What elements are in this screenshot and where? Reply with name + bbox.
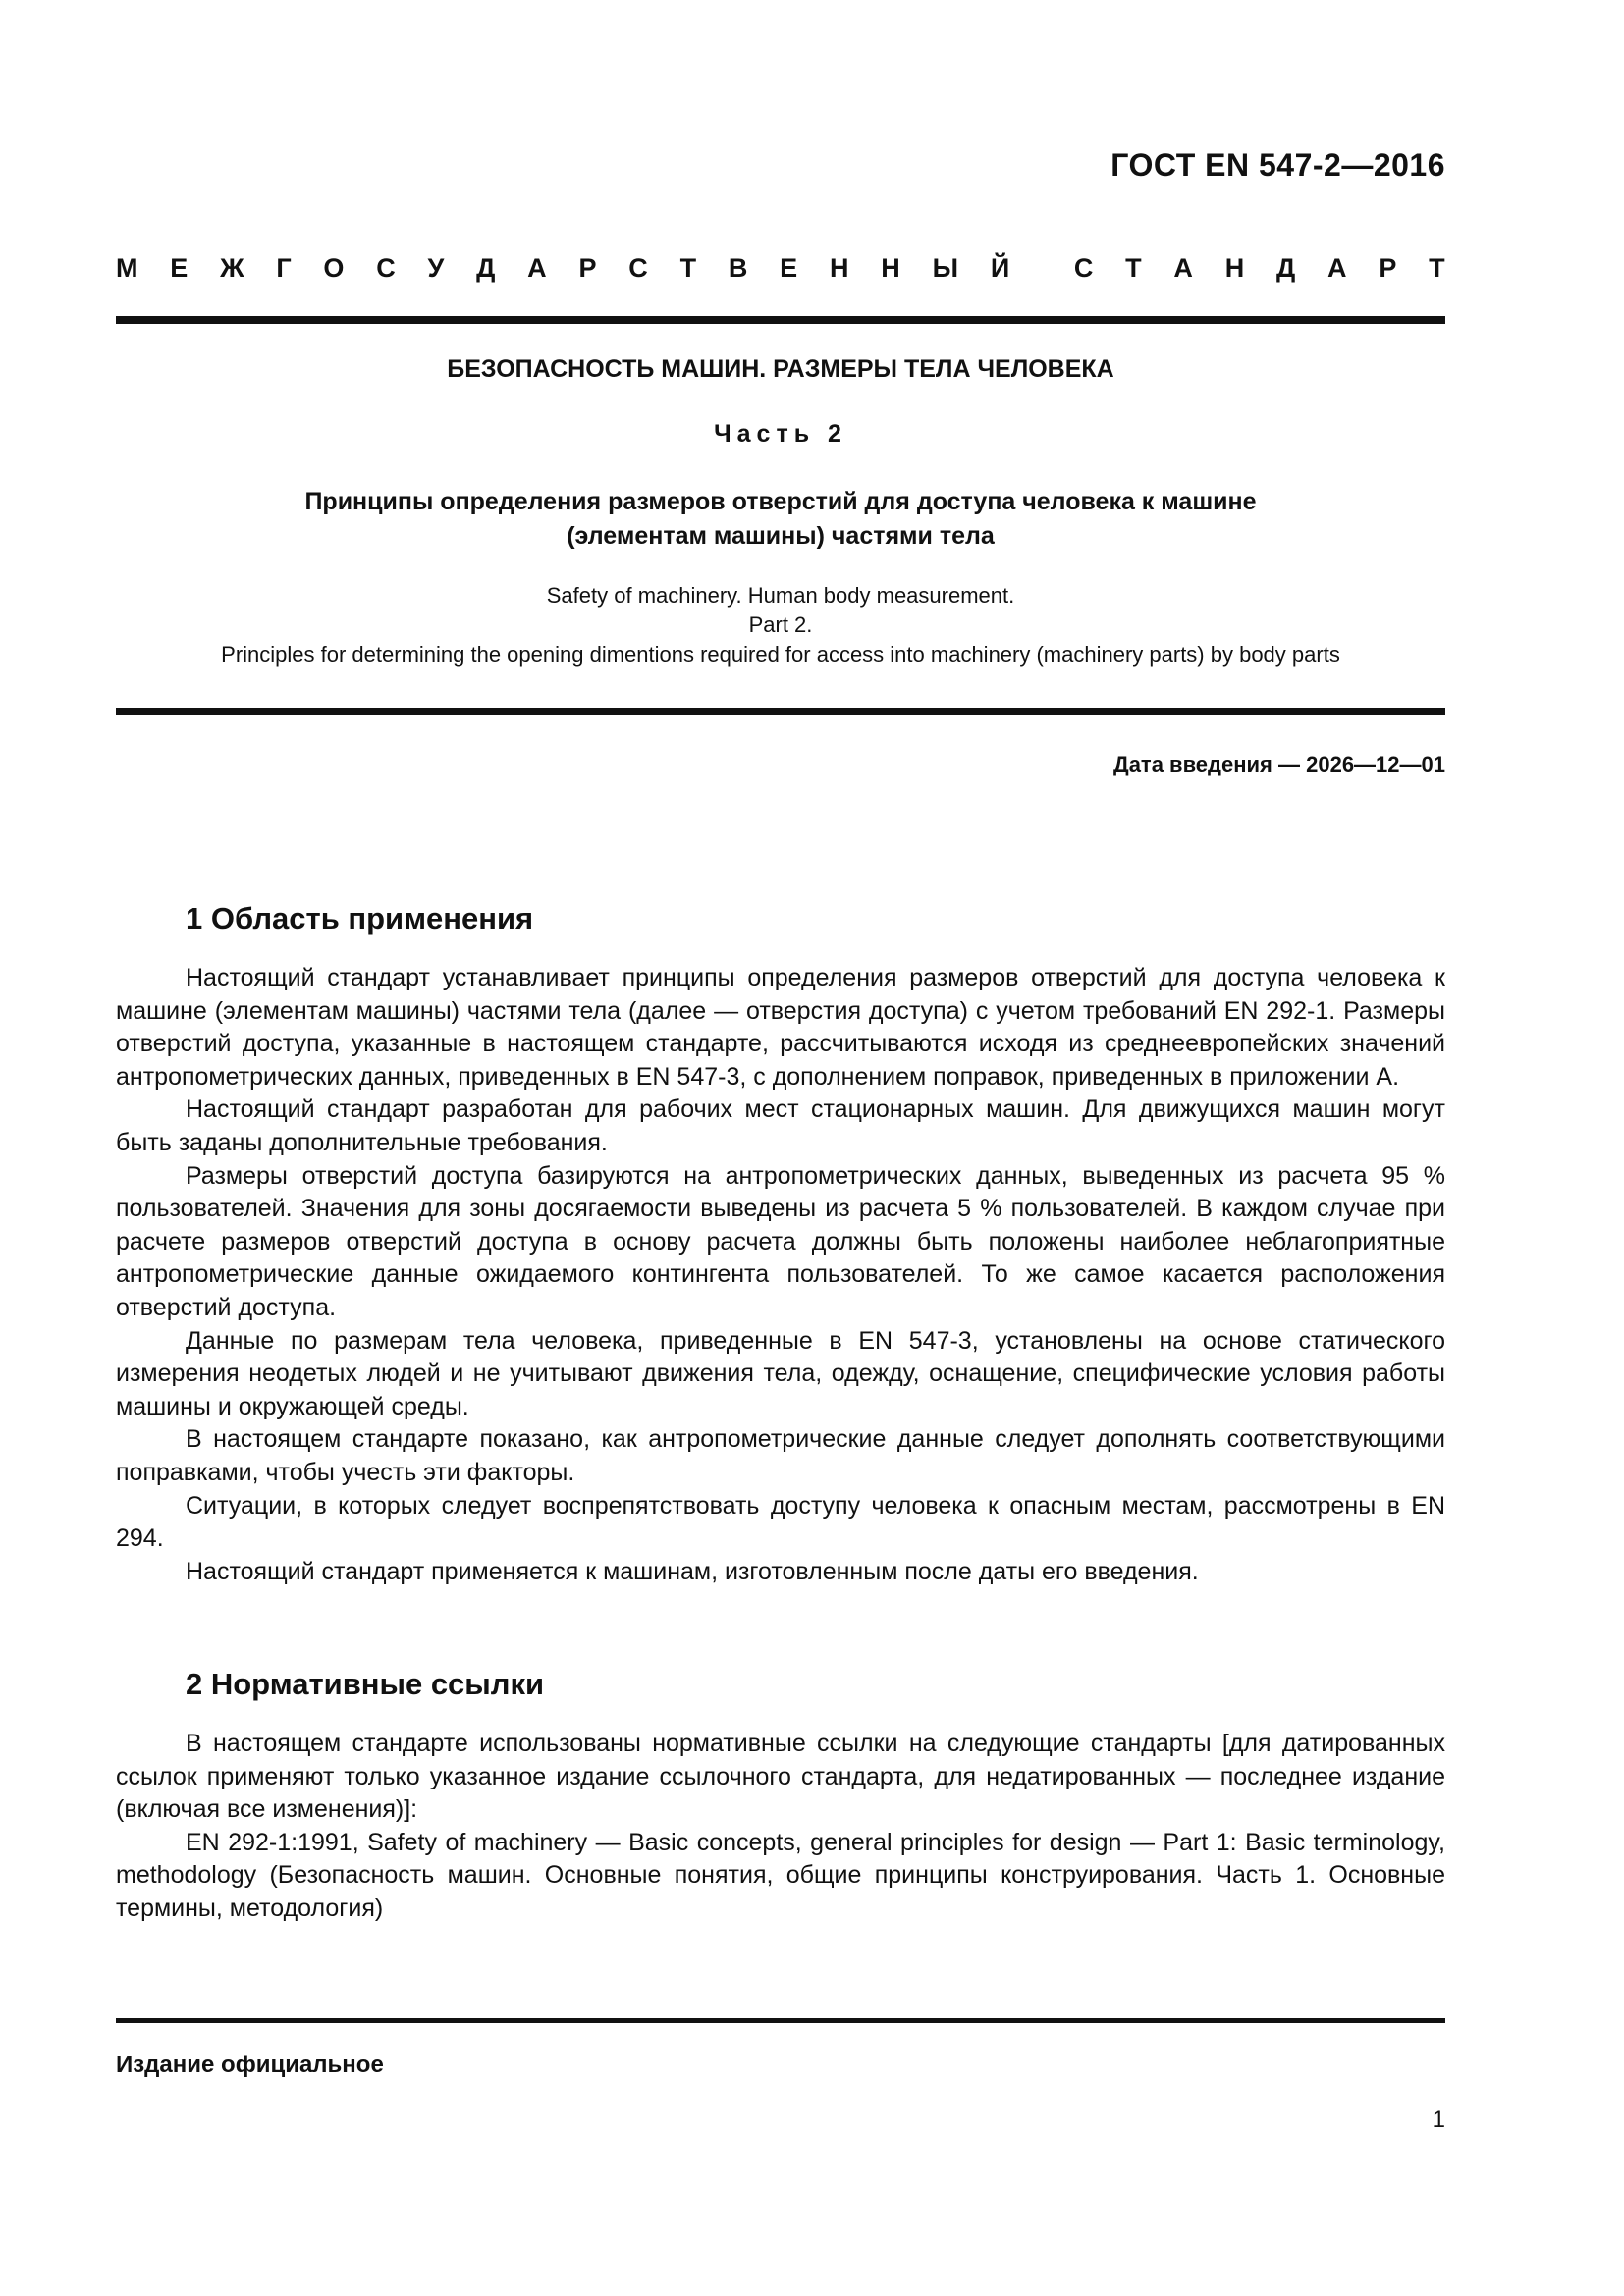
interstate-letter: Н: [829, 253, 849, 283]
paragraph: EN 292-1:1991, Safety of machinery — Basic concepts, general principles for design — Part 1: Basic terminology, methodology (Безопасность машин. Основные понятия, общие принципы конструирования. Часть 1. Основные термины, методология): [116, 1828, 1445, 1922]
interstate-letter: Р: [578, 253, 597, 283]
interstate-letter: У: [427, 253, 445, 283]
section-2-body: [116, 1728, 1445, 1926]
interstate-letter: Й: [990, 253, 1010, 283]
interstate-letter: С: [1073, 253, 1094, 283]
page-number: 1: [1432, 2107, 1445, 2133]
introduction-date: Дата введения — 2026—12—01: [1113, 752, 1445, 776]
section-2-heading: 2 Нормативные ссылки: [186, 1667, 545, 1701]
interstate-letter: Т: [1125, 253, 1142, 283]
section-1-heading: 1 Область применения: [186, 901, 534, 935]
subtitle-line: (элементам машины) частями тела: [567, 522, 995, 550]
interstate-letter: Н: [1224, 253, 1245, 283]
official-edition-label: Издание официальное: [116, 2052, 384, 2078]
interstate-letter: В: [728, 253, 748, 283]
interstate-letter: Д: [1276, 253, 1296, 283]
paragraph: Размеры отверстий доступа базируются на антропометрических данных, выведенных из расчета 95 % пользователей. Значения для зоны досягаемости выведены из расчета 5 % пользователей. В каждом случае при расчете размеров отверстий доступа в основу расчета должны быть положены наиболее неблагоприятные антропометрические данные ожидаемого контингента пользователей. То же самое касается расположения отверстий доступа.: [116, 1161, 1445, 1321]
interstate-letter: Н: [881, 253, 900, 283]
interstate-letter: А: [1173, 253, 1193, 283]
paragraph: Настоящий стандарт применяется к машинам, изготовленным после даты его введения.: [186, 1557, 1199, 1585]
interstate-letter: Т: [1429, 253, 1445, 283]
paragraph: Настоящий стандарт разработан для рабочих мест стационарных машин. Для движущихся машин могут быть заданы дополнительные требования.: [116, 1095, 1445, 1156]
paragraph: Данные по размерам тела человека, приведенные в EN 547-3, установлены на основе статического измерения неодетых людей и не учитывают движения тела, одежду, оснащение, специфические условия работы машины и окружающей среды.: [116, 1326, 1445, 1420]
interstate-letter: С: [628, 253, 648, 283]
paragraph: Настоящий стандарт устанавливает принципы определения размеров отверстий для доступа человека к машине (элементам машины) частями тела (далее — отверстия доступа) с учетом требований EN 292-1. Размеры отверстий доступа, указанные в настоящем стандарте, рассчитываются исходя из среднеевропейских значений антропометрических данных, приведенных в EN 547-3, с дополнением поправок, приведенных в приложении А.: [116, 964, 1445, 1091]
subtitle-line: Принципы определения размеров отверстий для доступа человека к машине: [304, 488, 1257, 515]
english-title: [116, 581, 1445, 669]
paragraph: В настоящем стандарте использованы нормативные ссылки на следующие стандарты [для датированных ссылок применяют только указанное издание ссылочного стандарта, для недатированных — последнее издание (включая все изменения)]:: [116, 1730, 1445, 1824]
part-label: Часть 2: [714, 420, 847, 448]
standard-subtitle: [116, 485, 1445, 554]
interstate-letter: Е: [170, 253, 189, 283]
middle-divider: [116, 708, 1445, 715]
paragraph: Ситуации, в которых следует воспрепятствовать доступу человека к опасным местам, рассмотрены в EN 294.: [116, 1491, 1445, 1553]
interstate-letter: А: [527, 253, 547, 283]
interstate-letter: А: [1327, 253, 1347, 283]
section-1-body: [116, 962, 1445, 1588]
standard-title: БЕЗОПАСНОСТЬ МАШИН. РАЗМЕРЫ ТЕЛА ЧЕЛОВЕКА: [447, 355, 1114, 383]
english-title-line: Safety of machinery. Human body measurement.: [546, 583, 1015, 608]
interstate-letter: Д: [476, 253, 496, 283]
paragraph: В настоящем стандарте показано, как антропометрические данные следует дополнять соответствующими поправками, чтобы учесть эти факторы.: [116, 1425, 1445, 1486]
interstate-standard-label: [116, 253, 1445, 284]
interstate-letter: Е: [780, 253, 798, 283]
interstate-letter: Т: [679, 253, 697, 283]
document-number: ГОСТ EN 547-2—2016: [1110, 147, 1445, 183]
english-title-line: Part 2.: [748, 613, 813, 637]
interstate-letter: Р: [1379, 253, 1397, 283]
interstate-letter: Ж: [220, 253, 244, 283]
top-divider: [116, 316, 1445, 324]
interstate-letter: М: [116, 253, 138, 283]
interstate-letter: О: [323, 253, 345, 283]
interstate-letter: Г: [276, 253, 292, 283]
footer-divider: [116, 2018, 1445, 2023]
interstate-letter: Ы: [932, 253, 959, 283]
english-title-line: Principles for determining the opening dimentions required for access into machinery (machinery parts) by body parts: [221, 642, 1340, 667]
interstate-letter: С: [376, 253, 396, 283]
